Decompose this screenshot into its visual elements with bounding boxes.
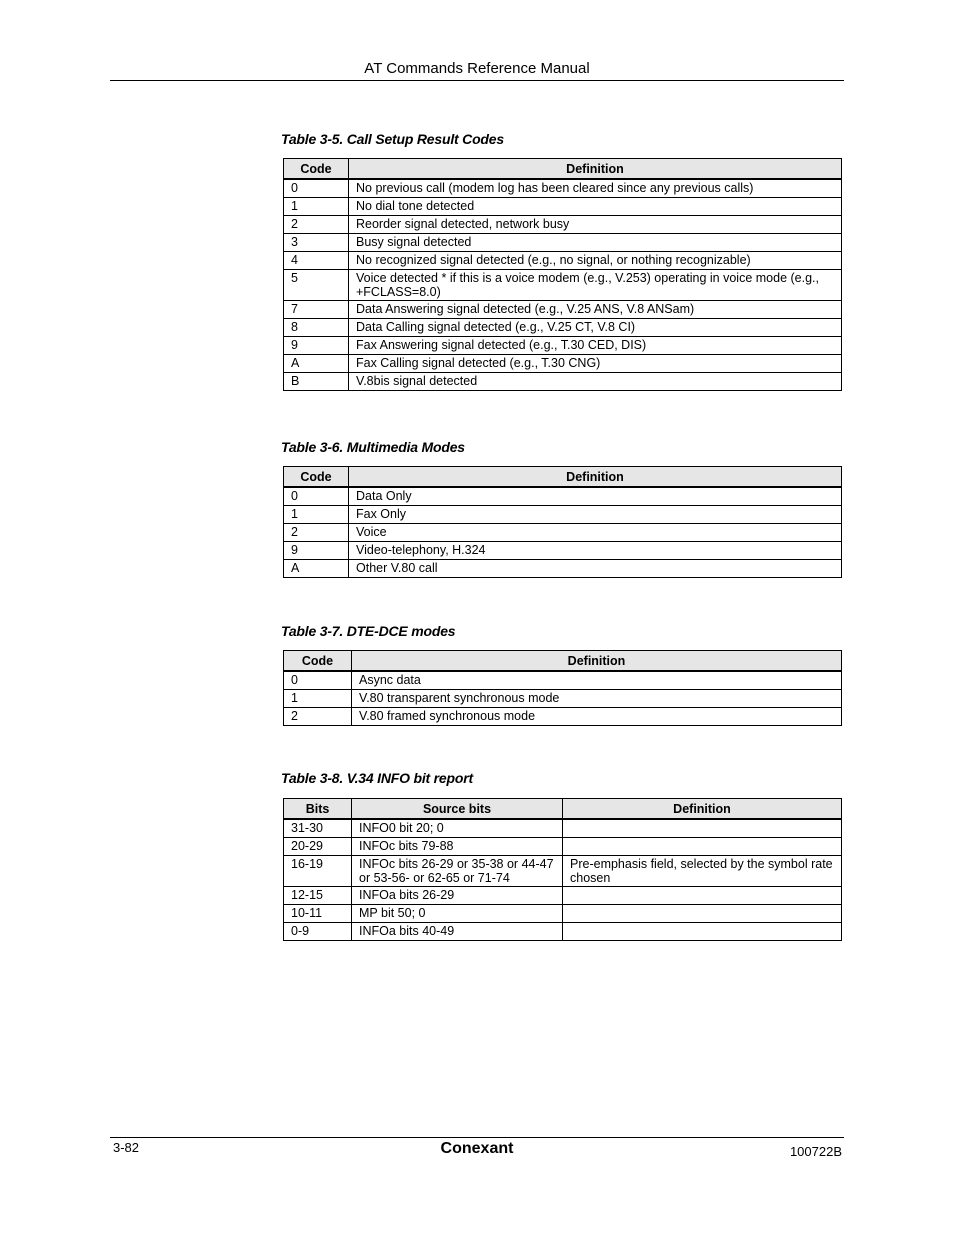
table-row: [284, 337, 842, 355]
table-cell: 20-29: [284, 838, 352, 856]
table-cell: 3: [284, 234, 349, 252]
table-cell: Voice detected * if this is a voice modem (e.g., V.253) operating in voice mode (e.g., +FCLASS=8.0): [349, 270, 842, 301]
table-cell: 0: [284, 179, 349, 198]
table-row: [284, 923, 842, 941]
table-row: [284, 301, 842, 319]
table-cell: Reorder signal detected, network busy: [349, 216, 842, 234]
v34-info-bit-report-table: [283, 798, 842, 941]
table-row: [284, 560, 842, 578]
column-header: Definition: [349, 467, 842, 488]
table-cell: 8: [284, 319, 349, 337]
column-header: Bits: [284, 799, 352, 820]
table-cell: Pre-emphasis field, selected by the symbol rate chosen: [563, 856, 842, 887]
table-row: [284, 179, 842, 198]
column-header: Definition: [563, 799, 842, 820]
table-cell: Data Answering signal detected (e.g., V.25 ANS, V.8 ANSam): [349, 301, 842, 319]
table-caption: Table 3-6. Multimedia Modes: [281, 439, 465, 455]
table-header-row: [284, 799, 842, 820]
table-cell: A: [284, 560, 349, 578]
table-cell: 2: [284, 524, 349, 542]
table-cell: 1: [284, 506, 349, 524]
table-cell: No recognized signal detected (e.g., no signal, or nothing recognizable): [349, 252, 842, 270]
table-cell: Fax Only: [349, 506, 842, 524]
table-cell: [563, 819, 842, 838]
table-caption: Table 3-8. V.34 INFO bit report: [281, 770, 473, 786]
table-cell: INFOc bits 26-29 or 35-38 or 44-47 or 53-56- or 62-65 or 71-74: [352, 856, 563, 887]
table-cell: 4: [284, 252, 349, 270]
table-cell: V.80 transparent synchronous mode: [352, 690, 842, 708]
table-row: [284, 355, 842, 373]
column-header: Code: [284, 467, 349, 488]
table-row: [284, 270, 842, 301]
column-header: Code: [284, 651, 352, 672]
company-name: Conexant: [440, 1140, 514, 1157]
table-cell: [563, 838, 842, 856]
footer-divider: [110, 1137, 844, 1138]
table-row: [284, 819, 842, 838]
table-row: [284, 373, 842, 391]
table-row: [284, 506, 842, 524]
table-cell: 9: [284, 542, 349, 560]
table-cell: 16-19: [284, 856, 352, 887]
table-cell: 2: [284, 216, 349, 234]
table-cell: Video-telephony, H.324: [349, 542, 842, 560]
table-row: [284, 216, 842, 234]
table-cell: [563, 887, 842, 905]
table-cell: Data Only: [349, 487, 842, 506]
table-cell: 1: [284, 198, 349, 216]
table-row: [284, 542, 842, 560]
table-cell: Fax Calling signal detected (e.g., T.30 CNG): [349, 355, 842, 373]
table-caption: Table 3-7. DTE-DCE modes: [281, 623, 456, 639]
table-cell: INFOa bits 40-49: [352, 923, 563, 941]
table-header-row: [284, 467, 842, 488]
table-cell: Async data: [352, 671, 842, 690]
table-row: [284, 856, 842, 887]
table-row: [284, 838, 842, 856]
page-number: 3-82: [113, 1140, 140, 1155]
header-divider: [110, 80, 844, 81]
table-row: [284, 671, 842, 690]
column-header: Definition: [352, 651, 842, 672]
table-cell: Busy signal detected: [349, 234, 842, 252]
table-cell: [563, 923, 842, 941]
table-row: [284, 198, 842, 216]
table-row: [284, 905, 842, 923]
page-header-title: AT Commands Reference Manual: [364, 60, 590, 77]
table-row: [284, 234, 842, 252]
table-row: [284, 708, 842, 726]
table-row: [284, 887, 842, 905]
column-header: Definition: [349, 159, 842, 180]
column-header: Code: [284, 159, 349, 180]
table-cell: No previous call (modem log has been cleared since any previous calls): [349, 179, 842, 198]
table-cell: Data Calling signal detected (e.g., V.25 CT, V.8 CI): [349, 319, 842, 337]
dte-dce-modes-table: [283, 650, 842, 726]
table-cell: INFO0 bit 20; 0: [352, 819, 563, 838]
table-row: [284, 524, 842, 542]
table-row: [284, 487, 842, 506]
table-cell: 0: [284, 671, 352, 690]
table-header-row: [284, 651, 842, 672]
table-cell: 0-9: [284, 923, 352, 941]
table-cell: 7: [284, 301, 349, 319]
table-row: [284, 319, 842, 337]
table-cell: V.80 framed synchronous mode: [352, 708, 842, 726]
table-cell: [563, 905, 842, 923]
call-setup-result-codes-table: [283, 158, 842, 391]
table-cell: A: [284, 355, 349, 373]
table-cell: 10-11: [284, 905, 352, 923]
table-cell: Other V.80 call: [349, 560, 842, 578]
table-header-row: [284, 159, 842, 180]
table-cell: Fax Answering signal detected (e.g., T.30 CED, DIS): [349, 337, 842, 355]
table-cell: 0: [284, 487, 349, 506]
table-cell: No dial tone detected: [349, 198, 842, 216]
table-cell: B: [284, 373, 349, 391]
table-cell: 5: [284, 270, 349, 301]
table-cell: INFOc bits 79-88: [352, 838, 563, 856]
table-caption: Table 3-5. Call Setup Result Codes: [281, 131, 504, 147]
table-cell: 9: [284, 337, 349, 355]
table-cell: INFOa bits 26-29: [352, 887, 563, 905]
column-header: Source bits: [352, 799, 563, 820]
table-cell: MP bit 50; 0: [352, 905, 563, 923]
table-row: [284, 690, 842, 708]
table-cell: 31-30: [284, 819, 352, 838]
multimedia-modes-table: [283, 466, 842, 578]
table-cell: V.8bis signal detected: [349, 373, 842, 391]
table-cell: 1: [284, 690, 352, 708]
table-cell: 2: [284, 708, 352, 726]
table-row: [284, 252, 842, 270]
table-cell: Voice: [349, 524, 842, 542]
table-cell: 12-15: [284, 887, 352, 905]
document-number: 100722B: [789, 1144, 842, 1159]
